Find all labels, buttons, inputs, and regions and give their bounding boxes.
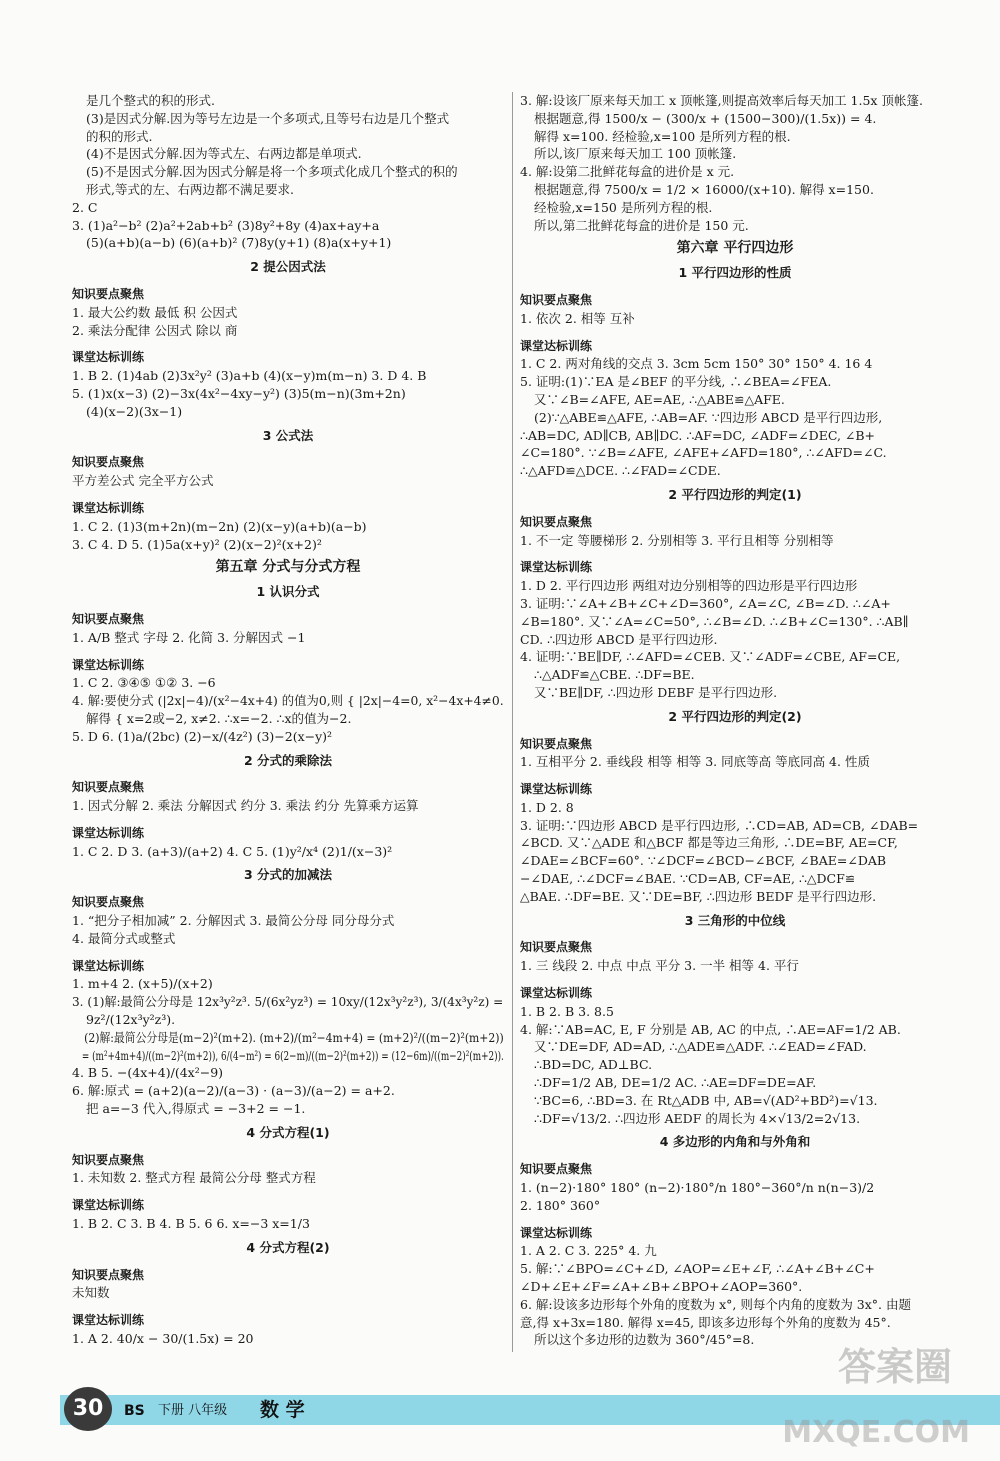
lesson-title: 3 三角形的中位线 — [684, 912, 786, 928]
text-line: 3. 证明:∵四边形 ABCD 是平行四边形, ∴CD=AB, AD=CB, ∠DAB= — [520, 817, 919, 833]
text-line: 根据题意,得 7500/x = 1/2 × 16000/(x+10). 解得 x=150. — [534, 181, 874, 197]
text-line: 5. (1)x(x−3) (2)−3x(4x²−4xy−y²) (3)5(m−n)(3m+2n) — [72, 385, 406, 401]
footer-series: BS — [124, 1403, 145, 1419]
section-heading: 课堂达标训练 — [520, 986, 593, 1001]
text-line: 4. 解:设第二批鲜花每盒的进价是 x 元. — [520, 164, 735, 180]
lesson-title: 2 平行四边形的判定(2) — [668, 708, 802, 724]
section-heading: 课堂达标训练 — [72, 500, 145, 515]
text-line: 是几个整式的积的形式. — [86, 93, 215, 108]
text-line: 5. D 6. (1)a/(2bc) (2)−x/(4z²) (3)−2(x−y)² — [72, 728, 333, 744]
text-line: 1. 未知数 2. 整式方程 最简公分母 整式方程 — [72, 1170, 316, 1186]
lesson-title: 1 平行四边形的性质 — [678, 265, 792, 281]
text-line: 所以,第二批鲜花每盒的进价是 150 元. — [534, 217, 749, 233]
text-line: −∠DAE, ∴∠DCF=∠BAE. ∵CD=AB, CF=AE, ∴△DCF≌ — [520, 871, 856, 887]
text-line: 1. (n−2)·180° 180° (n−2)·180°/n 180°−360°/n n(n−3)/2 — [520, 1180, 875, 1196]
section-heading: 课堂达标训练 — [520, 560, 593, 575]
lesson-title: 4 多边形的内角和与外角和 — [659, 1134, 811, 1150]
section-heading: 知识要点聚焦 — [72, 780, 145, 795]
section-heading: 课堂达标训练 — [72, 1313, 145, 1328]
text-line: 又∵BE∥DF, ∴四边形 DEBF 是平行四边形. — [534, 684, 778, 700]
text-line: 1. 不一定 等腰梯形 2. 分别相等 3. 平行且相等 分别相等 — [520, 532, 834, 548]
text-line: ∠B=180°. 又∵∠A=∠C=50°, ∴∠B=∠D. ∴∠B+∠C=130°. ∴AB∥ — [520, 613, 909, 629]
column-divider — [512, 92, 513, 1352]
section-heading: 课堂达标训练 — [72, 958, 145, 973]
text-line: 2. 180° 360° — [520, 1197, 601, 1213]
text-line: ∴BD=DC, AD⊥BC. — [534, 1057, 653, 1073]
text-line: 又∵DE=DF, AD=AD, ∴△ADE≌△ADF. ∴∠EAD=∠FAD. — [534, 1039, 867, 1055]
text-line: 形式,等式的左、右两边都不满足要求. — [86, 181, 294, 197]
text-line: 1. B 2. B 3. 8.5 — [520, 1003, 614, 1019]
watermark-logo: 答案圈 — [837, 1345, 952, 1389]
text-line: 1. A/B 整式 字母 2. 化简 3. 分解因式 −1 — [72, 629, 306, 645]
lesson-title: 2 平行四边形的判定(1) — [668, 486, 802, 502]
text-line: ∴DF=√13/2. ∴四边形 AEDF 的周长为 4×√13/2=2√13. — [534, 1110, 861, 1126]
text-line: 1. 三 线段 2. 中点 中点 平分 3. 一半 相等 4. 平行 — [520, 958, 799, 974]
text-line: 意,得 x+3x=180. 解得 x=45, 即该多边形每个外角的度数为 45°. — [520, 1314, 891, 1330]
page-number-badge: 30 — [64, 1387, 112, 1431]
chapter-title: 第五章 分式与分式方程 — [215, 559, 361, 576]
text-line: 解得 x=100. 经检验,x=100 是所列方程的根. — [534, 128, 791, 144]
text-line: 1. C 2. 两对角线的交点 3. 3cm 5cm 150° 30° 150° 4. 16 4 — [520, 356, 873, 372]
text-line: (4)不是因式分解.因为等式左、右两边都是单项式. — [86, 146, 362, 162]
text-line: 1. C 2. ③④⑤ ①② 3. −6 — [72, 675, 216, 691]
footer-book-info: 下册 八年级 — [158, 1403, 228, 1418]
section-heading: 课堂达标训练 — [72, 657, 145, 672]
text-line: 1. 依次 2. 相等 互补 — [520, 310, 635, 326]
text-line: 5. 解:∵∠BPO=∠C+∠D, ∠AOP=∠E+∠F, ∴∠A+∠B+∠C+ — [520, 1261, 875, 1277]
text-line: (2)∵△ABE≌△AFE, ∴AB=AF. ∵四边形 ABCD 是平行四边形, — [534, 409, 883, 425]
text-line: 2. 乘法分配律 公因式 除以 商 — [72, 322, 238, 338]
text-line: 1. 最大公约数 最低 积 公因式 — [72, 304, 238, 320]
footer-subject: 数 学 — [260, 1399, 305, 1421]
text-line: 所以这个多边形的边数为 360°/45°=8. — [534, 1332, 755, 1348]
text-line: (3)是因式分解.因为等号左边是一个多项式,且等号右边是几个整式 — [86, 110, 450, 126]
text-line: 1. C 2. (1)3(m+2n)(m−2n) (2)(x−y)(a+b)(a−b) — [72, 518, 367, 534]
section-heading: 知识要点聚焦 — [520, 1162, 593, 1177]
section-heading: 知识要点聚焦 — [72, 1152, 145, 1167]
text-line: 3. (1)a²−b² (2)a²+2ab+b² (3)8y²+8y (4)ax+ay+a — [72, 217, 380, 233]
right-column — [520, 92, 950, 1349]
section-heading: 知识要点聚焦 — [520, 514, 593, 529]
section-heading: 知识要点聚焦 — [72, 1267, 145, 1282]
section-heading: 知识要点聚焦 — [72, 895, 145, 910]
text-line: 3. 解:设该厂原来每天加工 x 顶帐篷,则提高效率后每天加工 1.5x 顶帐篷. — [520, 93, 923, 108]
section-heading: 课堂达标训练 — [520, 338, 593, 353]
left-column — [72, 92, 504, 1348]
text-line: ∠BCD. 又∵△ADE 和△BCF 都是等边三角形, ∴DE=BF, AE=CF, — [520, 835, 898, 851]
text-line: 根据题意,得 1500/x − (300/x + (1500−300)/(1.5x)) = 4. — [534, 110, 877, 126]
text-line: 4. 最简分式或整式 — [72, 930, 176, 946]
text-line: ∵BC=6, ∴BD=3. 在 Rt△ADB 中, AB=√(AD²+BD²)=√13. — [534, 1092, 878, 1108]
lesson-title: 2 分式的乘除法 — [243, 752, 333, 768]
text-line: = (m²+4m+4)/((m−2)²(m+2)), 6/(4−m²) = 6(2−m)/((m−2)²(m+2)) = (12−6m)/((m−2)²(m+2)). — [81, 1047, 504, 1063]
text-line: 1. “把分子相加减” 2. 分解因式 3. 最简公分母 同分母分式 — [72, 913, 395, 929]
text-line: 3. 证明:∵∠A+∠B+∠C+∠D=360°, ∠A=∠C, ∠B=∠D. ∴∠A+ — [520, 595, 891, 611]
lesson-title: 2 提公因式法 — [250, 259, 326, 275]
text-line: (4)(x−2)(3x−1) — [86, 403, 183, 419]
section-heading: 课堂达标训练 — [72, 1198, 145, 1213]
text-line: 把 a=−3 代入,得原式 = −3+2 = −1. — [86, 1101, 306, 1117]
text-line: 1. D 2. 8 — [520, 799, 574, 815]
lesson-title: 4 分式方程(1) — [246, 1124, 330, 1140]
section-heading: 知识要点聚焦 — [72, 286, 145, 301]
text-line: (5)(a+b)(a−b) (6)(a+b)² (7)8y(y+1) (8)a(x+y+1) — [86, 235, 392, 251]
text-line: 未知数 — [72, 1285, 110, 1301]
section-heading: 知识要点聚焦 — [520, 940, 593, 955]
text-line: ∴DF=1/2 AB, DE=1/2 AC. ∴AE=DF=DE=AF. — [534, 1075, 817, 1091]
text-line: ∴△AFD≌△DCE. ∴∠FAD=∠CDE. — [520, 463, 721, 479]
text-line: ∠D+∠E+∠F=∠A+∠B+∠BPO+∠AOP=360°. — [520, 1279, 803, 1295]
chapter-title: 第六章 平行四边形 — [676, 240, 794, 257]
text-line: 3. C 4. D 5. (1)5a(x+y)² (2)(x−2)²(x+2)² — [72, 536, 322, 552]
section-heading: 课堂达标训练 — [520, 782, 593, 797]
section-heading: 知识要点聚焦 — [72, 455, 145, 470]
text-line: 1. 因式分解 2. 乘法 分解因式 约分 3. 乘法 约分 先算乘方运算 — [72, 798, 419, 814]
section-heading: 课堂达标训练 — [72, 825, 145, 840]
text-line: 6. 解:原式 = (a+2)(a−2)/(a−3) · (a−3)/(a−2) = a+2. — [72, 1083, 395, 1099]
text-line: 4. 解:∵AB=AC, E, F 分别是 AB, AC 的中点, ∴AE=AF=1/2 AB. — [520, 1021, 901, 1037]
text-line: ∴AB=DC, AD∥CB, AB∥DC. ∴AF=DC, ∠ADF=∠DEC, ∠B+ — [520, 427, 876, 443]
text-line: (2)解:最简公分母是(m−2)²(m+2). (m+2)/(m²−4m+4) = (m+2)²/((m−2)²(m+2)) — [84, 1029, 504, 1045]
section-heading: 课堂达标训练 — [520, 1225, 593, 1240]
section-heading: 知识要点聚焦 — [520, 292, 593, 307]
text-line: ∠C=180°. ∵∠B=∠AFE, ∠AFE+∠AFD=180°, ∴∠AFD=∠C. — [520, 445, 887, 461]
text-line: ∴△ADF≌△CBE. ∴DF=BE. — [534, 667, 695, 683]
text-line: 4. B 5. −(4x+4)/(4x²−9) — [72, 1065, 224, 1081]
text-line: 1. B 2. C 3. B 4. B 5. 6 6. x=−3 x=1/3 — [72, 1216, 310, 1232]
section-heading: 课堂达标训练 — [72, 350, 145, 365]
text-line: 所以,该厂原来每天加工 100 顶帐篷. — [534, 146, 737, 162]
text-line: 1. 互相平分 2. 垂线段 相等 相等 3. 同底等高 等底同高 4. 性质 — [520, 754, 870, 770]
lesson-title: 3 公式法 — [262, 427, 314, 443]
section-heading: 知识要点聚焦 — [72, 611, 145, 626]
text-line: 的积的形式. — [86, 128, 153, 144]
text-line: CD. ∴四边形 ABCD 是平行四边形. — [520, 631, 718, 647]
text-line: 经检验,x=150 是所列方程的根. — [534, 199, 713, 215]
watermark-url: MXQE.COM — [782, 1415, 970, 1450]
text-line: 1. A 2. C 3. 225° 4. 九 — [520, 1243, 657, 1259]
text-line: 5. 证明:(1)∵EA 是∠BEF 的平分线, ∴∠BEA=∠FEA. — [520, 374, 832, 390]
text-line: 4. 解:要使分式 (|2x|−4)/(x²−4x+4) 的值为0,则 { |2x|−4=0, x²−4x+4≠0. — [72, 693, 504, 709]
text-line: 1. C 2. D 3. (a+3)/(a+2) 4. C 5. (1)y²/x⁴ (2)1/(x−3)² — [72, 843, 393, 859]
text-line: 2. C — [72, 199, 98, 215]
text-line: 9z²/(12x³y²z³). — [86, 1012, 176, 1028]
text-line: 平方差公式 完全平方公式 — [72, 473, 214, 489]
text-line: 1. m+4 2. (x+5)/(x+2) — [72, 976, 213, 992]
text-line: 1. A 2. 40/x − 30/(1.5x) = 20 — [72, 1331, 254, 1347]
lesson-title: 3 分式的加减法 — [243, 867, 333, 883]
lesson-title: 1 认识分式 — [256, 584, 320, 600]
text-line: △BAE. ∴DF=BE. 又∵DE=BF, ∴四边形 BEDF 是平行四边形. — [520, 888, 877, 904]
text-line: ∠DAE=∠BCF=60°. ∵∠DCF=∠BCD−∠BCF, ∠BAE=∠DAB — [520, 853, 887, 869]
lesson-title: 4 分式方程(2) — [246, 1239, 330, 1255]
text-line: 解得 { x=2或−2, x≠2. ∴x=−2. ∴x的值为−2. — [86, 710, 352, 726]
text-line: 4. 证明:∵BE∥DF, ∴∠AFD=∠CEB. 又∵∠ADF=∠CBE, AF=CE, — [520, 649, 901, 665]
text-line: 又∵∠B=∠AFE, AE=AE, ∴△ABE≌△AFE. — [534, 391, 785, 407]
text-line: 1. B 2. (1)4ab (2)3x²y² (3)a+b (4)(x−y)m(m−n) 3. D 4. B — [72, 368, 427, 384]
text-line: 6. 解:设该多边形每个外角的度数为 x°, 则每个内角的度数为 3x°. 由题 — [520, 1296, 912, 1312]
text-line: (5)不是因式分解.因为因式分解是将一个多项式化成几个整式的积的 — [86, 164, 458, 180]
section-heading: 知识要点聚焦 — [520, 736, 593, 751]
text-line: 3. (1)解:最简公分母是 12x³y²z³. 5/(6x²yz³) = 10xy/(12x³y²z³), 3/(4x³y²z) = — [72, 994, 504, 1010]
text-line: 1. D 2. 平行四边形 两组对边分别相等的四边形是平行四边形 — [520, 578, 858, 594]
